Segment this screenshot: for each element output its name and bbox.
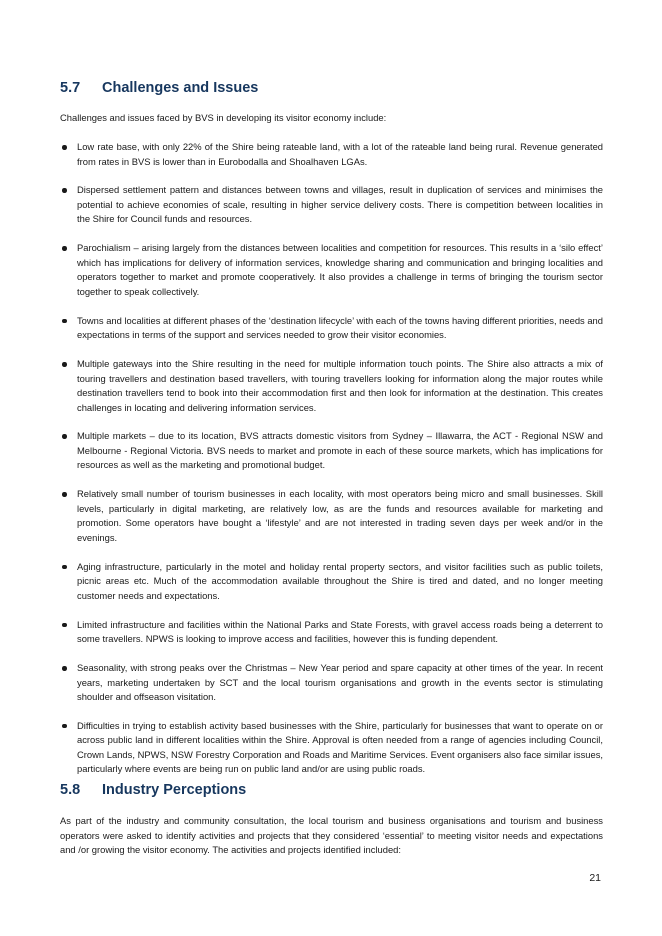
page-number: 21 (589, 872, 601, 884)
bullet-text: Difficulties in trying to establish activity based businesses with the Shire, particularly for businesses that want to operate on or across public land in different localities within the Shire. Approval is often needed from a range of agencies including Council, Crown Lands, NPWS, NSW Forestry Corporation and Roads and Maritime Services. Event organisers also face similar issues, particularly where events are being run on public land and/or are using public roads. (77, 719, 603, 775)
bullet-text: Parochialism – arising largely from the distances between localities and competition for resources. This results in a ‘silo effect’ which has implications for delivery of information services, knowledge sharing and communication and bringing localities and operators together to market and promote cooperatively. It also provides a challenge in terms of bringing the tourism sector together to speak collectively. (77, 242, 603, 297)
bullet-text: Towns and localities at different phases of the ‘destination lifecycle’ with each of the towns having different priorities, needs and expectations in terms of the support and services needed to grow their visitor economies. (77, 314, 603, 341)
bullet-text: Seasonality, with strong peaks over the Christmas – New Year period and spare capacity at other times of the year. In recent years, marketing undertaken by SCT and the local tourism organisations and growth in the events sector is stimulating shoulder and offseason visitation. (77, 662, 603, 703)
bullet-text: Aging infrastructure, particularly in the motel and holiday rental property sectors, and visitor facilities such as public toilets, picnic areas etc. Much of the accommodation available throughout the Shire is tired and dated, and no longer meeting customer needs and expectations. (77, 560, 603, 601)
bullet-text: Low rate base, with only 22% of the Shire being rateable land, with a lot of the rateable land being rural. Revenue generated from rates in BVS is lower than in Eurobodalla and Shoalhaven LGAs. (77, 141, 603, 167)
bullet-icon (62, 362, 67, 367)
bullet-item (60, 560, 603, 604)
bullet-icon (62, 434, 67, 439)
section-number: 5.8 (60, 782, 81, 798)
bullet-item (60, 241, 603, 299)
section-number: 5.7 (60, 80, 81, 96)
bullet-item (60, 314, 603, 343)
bullet-item (60, 487, 603, 545)
bullet-icon (62, 319, 67, 324)
bullet-text: Limited infrastructure and facilities within the National Parks and State Forests, with gravel access roads being a deterrent to some travellers. NPWS is looking to improve access and facilities, however this is funding dependent. (77, 618, 603, 645)
bullet-item (60, 719, 603, 777)
bullet-icon (62, 666, 67, 671)
bullet-item (60, 429, 603, 473)
bullet-item (60, 618, 603, 647)
section-heading-5-8 (60, 782, 246, 798)
bullet-icon (62, 565, 67, 570)
bullet-text: Relatively small number of tourism businesses in each locality, with most operators being micro and small businesses. Skill levels, particularly in digital marketing, are relatively low, as are the funds and resources available for marketing and promotion. Some operators have bought a ‘lifestyle’ and are not interested in trading seven days per week and/or in the evenings. (77, 488, 603, 543)
bullet-icon (62, 623, 67, 628)
section-heading-5-7 (60, 80, 258, 96)
challenges-bullet-list (60, 140, 603, 791)
bullet-item (60, 661, 603, 705)
bullet-text: Dispersed settlement pattern and distances between towns and villages, result in duplication of services and minimises the potential to achieve economies of scale, resulting in higher service delivery costs. There is competition between localities in the Shire for Council funds and resources. (77, 184, 603, 225)
section-intro-paragraph: As part of the industry and community consultation, the local tourism and business organisations and tourism and business operators were asked to identify activities and projects that they considered ‘essential’ to meeting visitor needs and expectations and /or growing the visitor economy. The activities and projects identified included: (60, 815, 603, 855)
bullet-icon (62, 188, 67, 193)
section-intro-paragraph: Challenges and issues faced by BVS in developing its visitor economy include: (60, 112, 387, 123)
bullet-text: Multiple markets – due to its location, BVS attracts domestic visitors from Sydney – Illawarra, the ACT - Regional NSW and Melbourne - Regional Victoria. BVS needs to market and promote in each of these source markets, which has implications for resources as well as the marketing and promotional budget. (77, 430, 603, 471)
bullet-icon (62, 246, 67, 251)
bullet-icon (62, 492, 67, 497)
bullet-text: Multiple gateways into the Shire resulting in the need for multiple information touch points. The Shire also attracts a mix of touring travellers and destination based travellers, with touring travellers looking for information along the major routes while destination travellers tend to book into their accommodation first and then look for information at the destination. This creates challenges in locating and delivering information services. (77, 358, 603, 413)
bullet-item (60, 357, 603, 415)
section-title: Challenges and Issues (102, 80, 259, 96)
section-title: Industry Perceptions (102, 782, 247, 798)
bullet-item (60, 183, 603, 227)
bullet-icon (62, 724, 67, 729)
bullet-icon (62, 145, 67, 150)
bullet-item (60, 140, 603, 169)
